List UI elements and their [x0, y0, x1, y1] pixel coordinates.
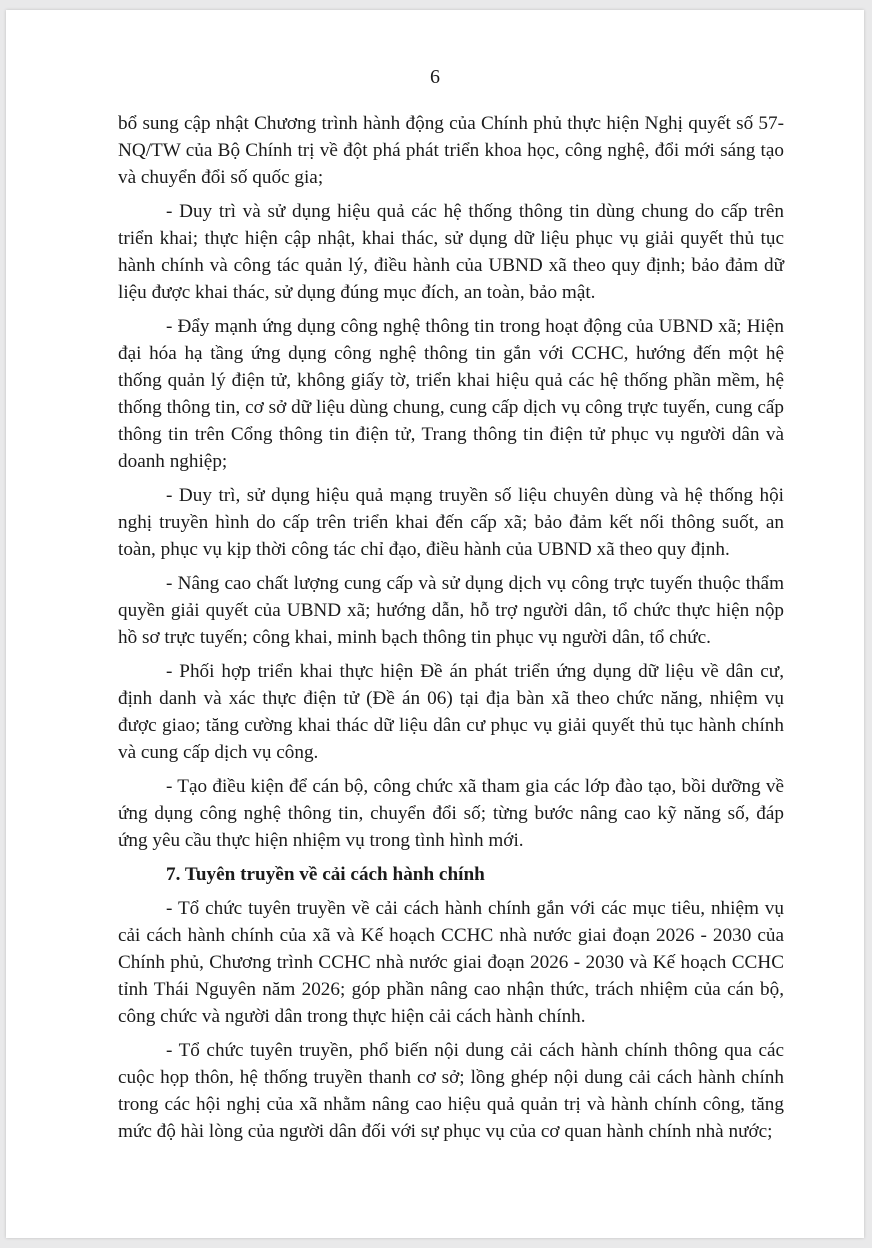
paragraph-it-application: - Đẩy mạnh ứng dụng công nghệ thông tin trong hoạt động của UBND xã; Hiện đại hóa hạ tầng ứng dụng công nghệ thông tin gắn với CCHC, hướng đến một hệ thống quản lý điện tử, không giấy tờ, triển khai hiệu quả các hệ thống phần mềm, hệ thống thông tin, cơ sở dữ liệu dùng chung, cung cấp dịch vụ công trực tuyến, cung cấp thông tin trên Cổng thông tin điện tử, Trang thông tin điện tử phục vụ người dân và doanh nghiệp;: [118, 316, 784, 472]
paragraph-project-06: - Phối hợp triển khai thực hiện Đề án phát triển ứng dụng dữ liệu về dân cư, định danh và xác thực điện tử (Đề án 06) tại địa bàn xã theo chức năng, nhiệm vụ được giao; tăng cường khai thác dữ liệu dân cư phục vụ giải quyết thủ tục hành chính và cung cấp dịch vụ công.: [118, 661, 784, 763]
section-heading: 7. Tuyên truyền về cải cách hành chính: [166, 864, 485, 885]
paragraph-online-public-services: - Nâng cao chất lượng cung cấp và sử dụng dịch vụ công trực tuyến thuộc thẩm quyền giải quyết của UBND xã; hướng dẫn, hỗ trợ người dân, tổ chức thực hiện nộp hồ sơ trực tuyến; công khai, minh bạch thông tin phục vụ người dân, tổ chức.: [118, 573, 784, 648]
page-number: 6: [430, 66, 440, 88]
document-body: [118, 110, 784, 1152]
paragraph-data-network: - Duy trì, sử dụng hiệu quả mạng truyền số liệu chuyên dùng và hệ thống hội nghị truyền hình do cấp trên triển khai đến cấp xã; bảo đảm kết nối thông suốt, an toàn, phục vụ kịp thời công tác chỉ đạo, điều hành của UBND xã theo quy định.: [118, 485, 784, 560]
paragraph-shared-info-systems: - Duy trì và sử dụng hiệu quả các hệ thống thông tin dùng chung do cấp trên triển khai; thực hiện cập nhật, khai thác, sử dụng dữ liệu phục vụ giải quyết thủ tục hành chính và công tác quản lý, điều hành của UBND xã theo quy định; bảo đảm dữ liệu được khai thác, sử dụng đúng mục đích, an toàn, bảo mật.: [118, 201, 784, 303]
paragraph-propaganda-channels: - Tổ chức tuyên truyền, phổ biến nội dung cải cách hành chính thông qua các cuộc họp thôn, hệ thống truyền thanh cơ sở; lồng ghép nội dung cải cách hành chính trong các hội nghị của xã nhằm nâng cao hiệu quả quản trị và hành chính công, tăng mức độ hài lòng của người dân đối với sự phục vụ của cơ quan hành chính nhà nước;: [118, 1040, 784, 1142]
document-page: [6, 10, 864, 1238]
paragraph-continuation: bổ sung cập nhật Chương trình hành động của Chính phủ thực hiện Nghị quyết số 57-NQ/TW của Bộ Chính trị về đột phá phát triển khoa học, công nghệ, đổi mới sáng tạo và chuyển đổi số quốc gia;: [118, 113, 784, 188]
paragraph-training: - Tạo điều kiện để cán bộ, công chức xã tham gia các lớp đào tạo, bồi dưỡng về ứng dụng công nghệ thông tin, chuyển đổi số; từng bước nâng cao kỹ năng số, đáp ứng yêu cầu thực hiện nhiệm vụ trong tình hình mới.: [118, 776, 784, 851]
paragraph-propaganda-goals: - Tổ chức tuyên truyền về cải cách hành chính gắn với các mục tiêu, nhiệm vụ cải cách hành chính của xã và Kế hoạch CCHC nhà nước giai đoạn 2026 - 2030 của Chính phủ, Chương trình CCHC nhà nước giai đoạn 2026 - 2030 và Kế hoạch CCHC tỉnh Thái Nguyên năm 2026; góp phần nâng cao nhận thức, trách nhiệm của cán bộ, công chức và người dân trong thực hiện cải cách hành chính.: [118, 898, 784, 1027]
